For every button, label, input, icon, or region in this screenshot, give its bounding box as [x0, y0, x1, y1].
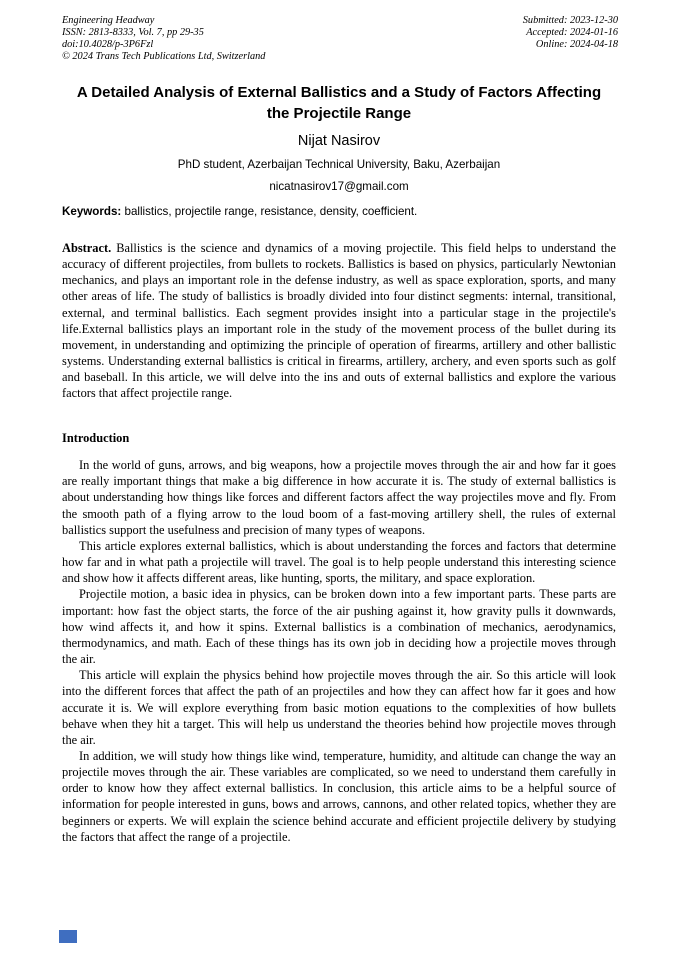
article-title: A Detailed Analysis of External Ballistics and a Study of Factors Affecting the Projectile Range: [76, 84, 602, 122]
title-block: [62, 83, 616, 193]
intro-paragraph-3: Projectile motion, a basic idea in physics, can be broken down into a few important parts. These parts are important: how fast the object starts, the force of the air pushing against it, how gravity pulls it downwards, how wind affects it, and how it spins. External ballistics is a combination of mechanics, aerodynamics, thermodynamics, and math. Each of these things has its own job in deciding how a projectile moves through the air.: [62, 587, 616, 667]
abstract-text: Ballistics is the science and dynamics of a moving projectile. This field helps to understand the accuracy of different projectiles, from bullets to rockets. Ballistics is based on physics, particularly Newtonian mechanics, and plays an important role in the defense industry, as well as space exploration, sports, and many other areas of life. The study of ballistics is broadly divided into four distinct segments: internal, transitional, external, and terminal ballistics. Each segment provides insight into a particular stage in the projectile's life.External ballistics plays an important role in the study of the movement process of the bullet during its movement, in understanding and optimizing the principle of operation of firearms, artillery and other ballistic systems. Understanding external ballistics is critical in firearms, artillery, archery, and even sports such as golf and baseball. In this article, we will delve into the ins and outs of external ballistics and explore the various factors that affect projectile range.: [62, 241, 616, 401]
article-affiliation: PhD student, Azerbaijan Technical University, Baku, Azerbaijan: [177, 158, 501, 171]
journal-doi: doi:10.4028/p-3P6Fzl: [62, 39, 154, 51]
journal-name: Engineering Headway: [62, 15, 155, 26]
journal-info: [62, 15, 265, 63]
abstract-label: Abstract.: [62, 241, 112, 255]
section-heading-introduction: Introduction: [62, 431, 130, 445]
intro-paragraph-1: In the world of guns, arrows, and big weapons, how a projectile moves through the air and how far it goes are really important things that make a big difference in how accurate it is. The study of external ballistics is about understanding how things like forces and different factors affect the way projectiles move and fly. From the smooth path of a flying arrow to the loud boom of a fast-moving artillery shell, the rules of external ballistics support the usefulness and precision of many types of weapons.: [62, 458, 616, 537]
online-date: Online: 2024-04-18: [535, 39, 618, 51]
intro-paragraph-5: In addition, we will study how things like wind, temperature, humidity, and altitude can change the way an projectile moves through the air. These variables are complicated, so we need to understand them carefully in order to know how they affect external ballistics. In conclusion, this article aims to be a helpful source of information for people interested in guns, bows and arrows, cannons, and other related topics, whether they are beginners or experts. We will explain the science behind accurate and efficient projectile delivery by studying the factors that affect the range of a projectile.: [62, 748, 616, 844]
article-author: Nijat Nasirov: [297, 133, 381, 149]
journal-copyright: © 2024 Trans Tech Publications Ltd, Switzerland: [62, 51, 266, 63]
article-email: nicatnasirov17@gmail.com: [269, 180, 409, 193]
submitted-date: Submitted: 2023-12-30: [522, 15, 618, 26]
introduction-section: [62, 430, 616, 845]
journal-header: [62, 15, 618, 63]
keywords-label: Keywords:: [62, 205, 122, 218]
keywords-line: [62, 205, 616, 218]
keywords-text: ballistics, projectile range, resistance, density, coefficient.: [121, 205, 418, 218]
publisher-badge: [59, 930, 77, 943]
intro-paragraph-4: This article will explain the physics behind how projectile moves through the air. So this article will look into the different forces that affect the path of an projectiles and how they can affect how far it goes and how accurate it is. We will explore everything from basic motion equations to the complexities of how bullets behave when they hit a target. This will help us understand the theories behind how projectile moves through the air.: [62, 668, 616, 747]
accepted-date: Accepted: 2024-01-16: [526, 27, 618, 39]
abstract: [62, 240, 616, 402]
intro-paragraph-2: This article explores external ballistics, which is about understanding the forces and factors that determine how far and in what path a projectile will travel. The goal is to help people understand this interesting science and show how it affects different areas, like hunting, sports, the military, and space exploration.: [62, 538, 616, 586]
journal-issn-volume: ISSN: 2813-8333, Vol. 7, pp 29-35: [62, 27, 204, 39]
submission-dates: [523, 15, 618, 63]
